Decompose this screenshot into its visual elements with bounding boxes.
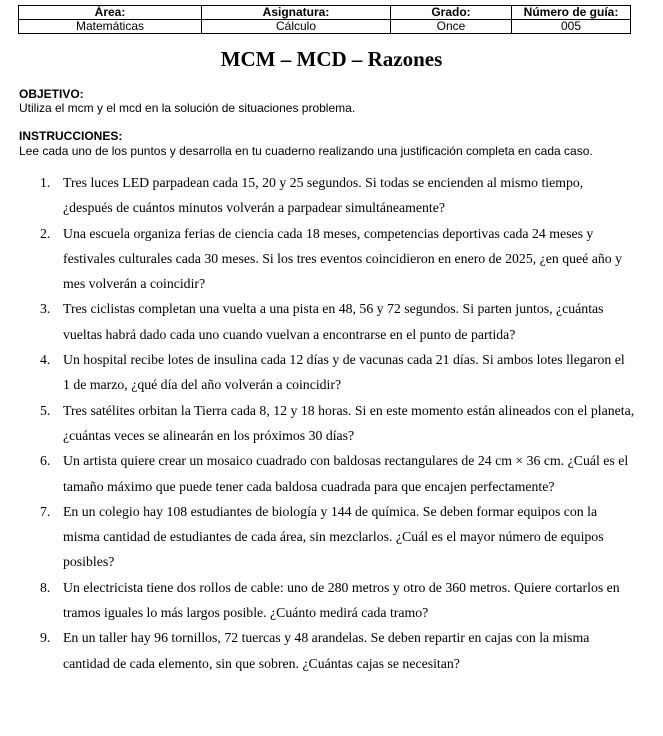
instructions-label: INSTRUCCIONES: xyxy=(19,129,123,143)
area-header: Área: xyxy=(19,6,202,20)
problem-number: 5. xyxy=(40,402,51,418)
instructions-text: Lee cada uno de los puntos y desarrolla en tu cuaderno realizando una justificación completa en cada caso. xyxy=(19,144,593,158)
problem-text: Tres luces LED parpadean cada 15, 20 y 25 segundos. Si todas se encienden al mismo tiempo, ¿después de cuántos minutos volverán a parpadear simultáneamente? xyxy=(63,175,584,216)
value-row xyxy=(19,20,631,34)
problem-item-1 xyxy=(0,170,663,221)
problem-text: Tres ciclistas completan una vuelta a una pista en 48, 56 y 72 segundos. Si parten juntos, ¿cuántas vueltas habrá dado cada uno cuando vuelvan a encontrarse en el punto de partida? xyxy=(63,301,604,342)
problem-item-7 xyxy=(0,499,663,575)
problem-number: 9. xyxy=(40,630,51,646)
problem-number: 2. xyxy=(40,225,51,241)
grade-value: Once xyxy=(391,20,512,34)
page-title: MCM – MCD – Razones xyxy=(220,47,443,71)
objective-label: OBJETIVO: xyxy=(19,87,84,101)
area-value: Matemáticas xyxy=(19,20,202,34)
problem-number: 8. xyxy=(40,579,51,595)
problem-text: Un hospital recibe lotes de insulina cada 12 días y de vacunas cada 21 días. Si ambos lotes llegaron el 1 de marzo, ¿qué día del año volverán a coincidir? xyxy=(63,352,625,393)
grade-header: Grado: xyxy=(391,6,512,20)
objective-text: Utiliza el mcm y el mcd en la solución de situaciones problema. xyxy=(19,101,356,115)
problem-item-2 xyxy=(0,221,663,297)
problem-text: Un electricista tiene dos rollos de cable: uno de 280 metros y otro de 360 metros. Quiere cortarlos en tramos iguales lo más largos posible. ¿Cuánto medirá cada tramo? xyxy=(63,579,620,621)
problem-item-9 xyxy=(0,625,663,676)
problem-text: En un taller hay 96 tornillos, 72 tuercas y 48 arandelas. Se deben repartir en cajas con la misma cantidad de cada elemento, sin que sobren. ¿Cuántas cajas se necesitan? xyxy=(63,630,590,671)
problem-item-4 xyxy=(0,347,663,398)
problem-item-5 xyxy=(0,398,663,449)
problem-text: Una escuela organiza ferias de ciencia cada 18 meses, competencias deportivas cada 24 meses y festivales culturales cada 30 meses. Si los tres eventos coincidieron en enero de 2025, ¿en queé año y mes volverán a coincidir? xyxy=(63,225,622,292)
subject-header: Asignatura: xyxy=(202,6,391,20)
problem-number: 3. xyxy=(40,301,51,317)
problem-list xyxy=(0,170,663,676)
header-table xyxy=(18,5,631,34)
problem-text: Un artista quiere crear un mosaico cuadrado con baldosas rectangulares de 24 cm × 36 cm. ¿Cuál es el tamaño máximo que puede tener cada baldosa cuadrada para que encajen perfectamente? xyxy=(63,453,629,494)
problem-text: Tres satélites orbitan la Tierra cada 8, 12 y 18 horas. Si en este momento están alineados con el planeta, ¿cuántas veces se alinearán en los próximos 30 días? xyxy=(63,402,635,443)
problem-number: 4. xyxy=(40,352,51,368)
guide-number-value: 005 xyxy=(512,20,631,34)
problem-item-3 xyxy=(0,296,663,347)
header-row xyxy=(19,6,631,20)
problem-number: 1. xyxy=(40,175,51,190)
problem-text: En un colegio hay 108 estudiantes de biología y 144 de química. Se deben formar equipos con la misma cantidad de estudiantes de cada área, sin mezclarlos. ¿Cuál es el mayor número de equipos posibles? xyxy=(63,503,604,570)
problem-number: 7. xyxy=(40,503,51,519)
guide-number-header: Número de guía: xyxy=(512,6,631,20)
problem-item-8 xyxy=(0,575,663,626)
subject-value: Cálculo xyxy=(202,20,391,34)
problem-item-6 xyxy=(0,448,663,499)
problem-number: 6. xyxy=(40,453,51,469)
